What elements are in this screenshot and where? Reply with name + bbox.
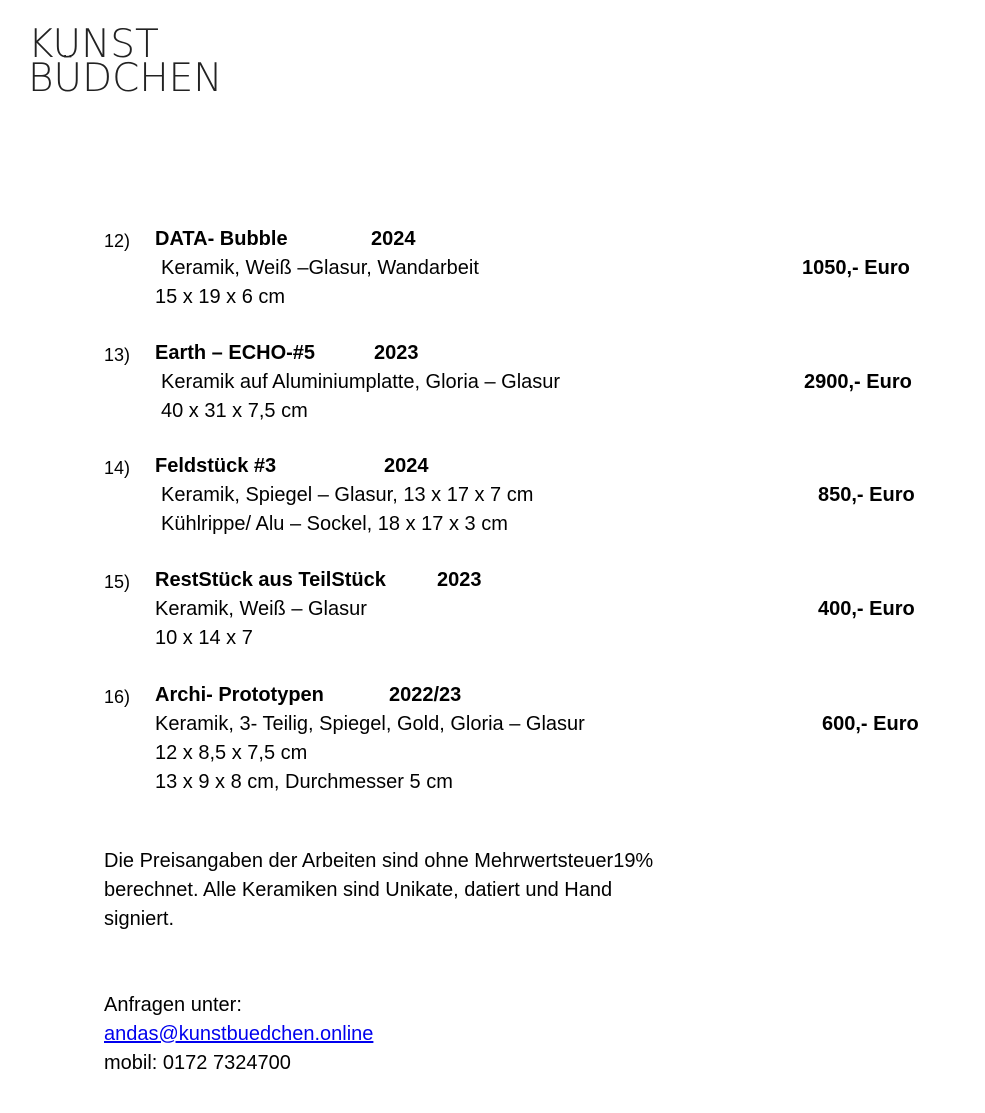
item-year: 2024 [384, 455, 429, 477]
item-title: DATA- Bubble [155, 228, 288, 250]
item-number: 14) [104, 458, 131, 478]
item-year: 2024 [371, 228, 416, 250]
item-title: Earth – ECHO-#5 [155, 342, 316, 364]
item-price: 600,- Euro [822, 713, 919, 735]
item-material: Keramik, Weiß – Glasur [155, 598, 367, 620]
email-link[interactable]: andas@kunstbuedchen.online [104, 1023, 374, 1045]
item-material: Keramik, 3- Teilig, Spiegel, Gold, Gloria – Glasur [155, 713, 585, 735]
item-price: 1050,- Euro [802, 257, 910, 279]
logo-line-2: BÜDCHEN [28, 56, 223, 101]
item-number: 12) [104, 231, 131, 251]
item-year: 2022/23 [389, 684, 462, 706]
item-material: Keramik, Weiß –Glasur, Wandarbeit [161, 257, 479, 279]
item-title: Archi- Prototypen [155, 684, 324, 706]
item-year: 2023 [437, 569, 482, 591]
item-number: 13) [104, 345, 131, 365]
contact-block [104, 991, 373, 1078]
note-line: signiert. [104, 908, 175, 930]
item-dimensions-2: 13 x 9 x 8 cm, Durchmesser 5 cm [155, 771, 453, 793]
note-line: Die Preisangaben der Arbeiten sind ohne Mehrwertsteuer19% [104, 850, 654, 872]
item-material: Keramik, Spiegel – Glasur, 13 x 17 x 7 cm [161, 484, 534, 506]
phone-number: mobil: 0172 7324700 [104, 1052, 291, 1074]
item-dimensions: 12 x 8,5 x 7,5 cm [155, 742, 308, 764]
item-dimensions: 40 x 31 x 7,5 cm [161, 400, 308, 422]
price-note [104, 847, 784, 934]
item-price: 400,- Euro [818, 598, 915, 620]
item-title: Feldstück #3 [155, 455, 277, 477]
item-base: Kühlrippe/ Alu – Sockel, 18 x 17 x 3 cm [161, 513, 508, 535]
item-dimensions: 10 x 14 x 7 [155, 627, 253, 649]
item-price: 850,- Euro [818, 484, 915, 506]
item-material: Keramik auf Aluminiumplatte, Gloria – Glasur [161, 371, 561, 393]
item-number: 16) [104, 687, 131, 707]
item-dimensions: 15 x 19 x 6 cm [155, 286, 286, 308]
note-line: berechnet. Alle Keramiken sind Unikate, datiert und Hand [104, 879, 613, 901]
item-year: 2023 [374, 342, 419, 364]
item-price: 2900,- Euro [804, 371, 912, 393]
logo-line-1: KUNST [28, 22, 159, 67]
item-number: 15) [104, 572, 131, 592]
item-title: RestStück aus TeilStück [155, 569, 386, 591]
contact-label: Anfragen unter: [104, 994, 242, 1016]
kunstbuedchen-logo [28, 22, 223, 101]
